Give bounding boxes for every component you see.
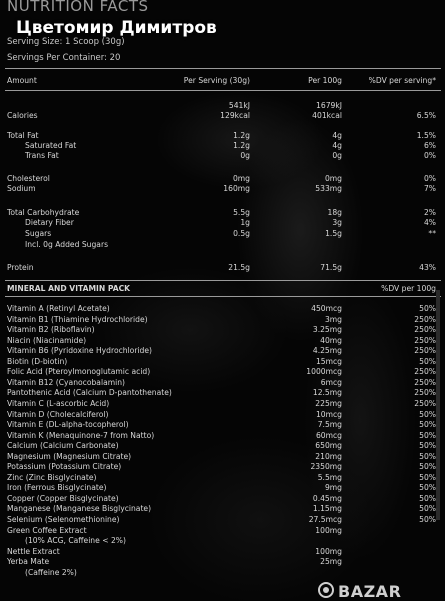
vitamin-label: Vitamin E (DL-alpha-tocopherol) [7,420,129,429]
divider [5,280,441,281]
vitamin-amount: 12.5mg [312,388,342,397]
vitamin-amount: 2350mg [310,462,342,471]
vitamin-label: Yerba Mate [7,557,50,566]
nutrient-dv: 6.5% [416,111,436,120]
vitamin-dv: 50% [419,441,436,450]
vitamin-amount: 9mg [324,483,342,492]
vitamin-dv: 50% [419,304,436,313]
vitamin-label: Pantothenic Acid (Calcium D-pantothenate) [7,388,172,397]
vitamin-dv: 50% [419,504,436,513]
vitamin-amount: 7.5mg [317,420,342,429]
bazar-logo-icon [318,582,334,598]
vitamin-amount: 15mcg [315,357,342,366]
vitamin-label: Vitamin K (Menaquinone-7 from Natto) [7,431,155,440]
vitamin-label: Vitamin D (Cholecalciferol) [7,410,109,419]
nutrient-per-100g: 4g [332,131,342,140]
vitamin-amount: 650mg [315,441,342,450]
vitamin-amount: 60mcg [315,431,342,440]
nutrient-dv: 43% [419,263,436,272]
vitamin-dv: 50% [419,462,436,471]
nutrient-per-serving: 541kJ [228,101,250,110]
vitamin-dv: 250% [414,325,436,334]
nutrient-label: Total Fat [7,131,39,140]
vitamin-dv: 250% [414,388,436,397]
vitamin-amount: 10mcg [315,410,342,419]
nutrient-per-100g: 533mg [315,184,342,193]
vitamin-dv: 50% [419,473,436,482]
vitamin-amount: 3.25mg [312,325,342,334]
nutrient-dv: ** [428,229,436,238]
nutrient-dv: 4% [423,218,436,227]
nutrition-facts-title: NUTRITION FACTS [7,0,149,15]
vitamin-label: Vitamin B2 (Riboflavin) [7,325,95,334]
nutrient-per-serving: 5.5g [233,208,250,217]
column-header-per-100g: Per 100g [308,76,342,85]
nutrient-label: Dietary Fiber [25,218,74,227]
nutrient-per-serving: 21.5g [228,263,250,272]
vitamin-label: Manganese (Manganese Bisglycinate) [7,504,152,513]
nutrient-per-serving: 0g [240,151,250,160]
vitamin-amount: 27.5mcg [308,515,342,524]
vitamin-label: (Caffeine 2%) [25,568,77,577]
vitamin-label: Biotin (D-biotin) [7,357,68,366]
nutrient-label: Total Carbohydrate [7,208,80,217]
vitamin-label: Vitamin B1 (Thiamine Hydrochloride) [7,315,148,324]
nutrient-per-serving: 160mg [223,184,250,193]
nutrient-label: Cholesterol [7,174,50,183]
nutrient-per-100g: 0mg [324,174,342,183]
vitamin-dv: 250% [414,378,436,387]
nutrient-per-serving: 0mg [232,174,250,183]
vitamin-amount: 25mg [320,557,342,566]
vitamin-dv: 250% [414,336,436,345]
nutrient-per-100g: 18g [327,208,342,217]
vitamin-dv: 50% [419,431,436,440]
nutrient-per-100g: 0g [332,151,342,160]
vitamin-amount: 225mg [315,399,342,408]
nutrient-per-serving: 129kcal [220,111,250,120]
nutrient-per-100g: 71.5g [320,263,342,272]
column-header-amount: Amount [7,76,37,85]
nutrient-dv: 1.5% [416,131,436,140]
vitamin-dv: 50% [419,357,436,366]
seller-name[interactable]: Цветомир Димитров [16,18,217,38]
vitamin-label: Niacin (Niacinamide) [7,336,87,345]
nutrient-label: Trans Fat [25,151,59,160]
nutrient-dv: 2% [423,208,436,217]
nutrient-per-100g: 3g [332,218,342,227]
nutrient-per-serving: 1.2g [233,141,250,150]
vitamin-label: Calcium (Calcium Carbonate) [7,441,119,450]
vitamin-label: Vitamin C (L-ascorbic Acid) [7,399,110,408]
vitamin-label: Folic Acid (Pteroylmonoglutamic acid) [7,367,151,376]
nutrient-per-serving: 1g [240,218,250,227]
vitamin-label: Nettle Extract [7,547,60,556]
vitamin-dv: 250% [414,346,436,355]
vitamin-dv: 50% [419,452,436,461]
vitamin-label: Zinc (Zinc Bisglycinate) [7,473,97,482]
vitamin-label: Potassium (Potassium Citrate) [7,462,122,471]
vitamin-dv: 250% [414,399,436,408]
servings-per-container: Servings Per Container: 20 [7,53,121,63]
divider [5,90,441,91]
vitamin-dv: 250% [414,367,436,376]
vitamin-dv: 50% [419,410,436,419]
nutrient-per-100g: 1.5g [325,229,342,238]
nutrient-label: Sodium [7,184,36,193]
serving-size: Serving Size: 1 Scoop (30g) [7,37,125,47]
vitamin-dv: 50% [419,483,436,492]
nutrient-dv: 0% [423,174,436,183]
vitamin-label: Copper (Copper Bisglycinate) [7,494,119,503]
vitamin-amount: 0.45mg [312,494,342,503]
divider [5,68,441,69]
vitamin-label: (10% ACG, Caffeine < 2%) [25,536,126,545]
bazar-watermark: BAZAR [338,582,402,601]
vitamin-amount: 4.25mg [312,346,342,355]
nutrient-dv: 6% [423,141,436,150]
vitamin-pack-dv-header: %DV per 100g [381,284,436,293]
nutrient-label: Sugars [25,229,52,238]
vitamin-amount: 5.5mg [317,473,342,482]
vitamin-amount: 1.15mg [312,504,342,513]
vitamin-amount: 3mg [324,315,342,324]
nutrient-label: Calories [7,111,38,120]
column-header-dv: %DV per serving* [368,76,436,85]
vitamin-amount: 210mg [315,452,342,461]
vitamin-amount: 100mg [315,526,342,535]
nutrient-label: Saturated Fat [25,141,77,150]
vitamin-amount: 100mg [315,547,342,556]
scrollbar[interactable] [436,290,440,520]
vitamin-label: Vitamin B12 (Cyanocobalamin) [7,378,125,387]
nutrient-per-serving: 0.5g [233,229,250,238]
vitamin-label: Magnesium (Magnesium Citrate) [7,452,132,461]
vitamin-label: Vitamin A (Retinyl Acetate) [7,304,110,313]
vitamin-pack-title: MINERAL AND VITAMIN PACK [7,284,131,293]
vitamin-dv: 50% [419,420,436,429]
nutrient-per-serving: 1.2g [233,131,250,140]
vitamin-label: Green Coffee Extract [7,526,87,535]
nutrient-per-100g: 4g [332,141,342,150]
vitamin-amount: 40mg [320,336,342,345]
nutrient-dv: 7% [423,184,436,193]
vitamin-label: Iron (Ferrous Bisglycinate) [7,483,107,492]
divider [5,296,441,297]
vitamin-dv: 250% [414,315,436,324]
vitamin-label: Selenium (Selenomethionine) [7,515,120,524]
nutrient-per-100g: 401kcal [312,111,342,120]
nutrient-label: Protein [7,263,34,272]
column-header-per-serving: Per Serving (30g) [183,76,250,85]
nutrient-dv: 0% [423,151,436,160]
vitamin-dv: 50% [419,515,436,524]
nutrient-per-100g: 1679kJ [316,101,342,110]
vitamin-amount: 450mcg [311,304,342,313]
vitamin-label: Vitamin B6 (Pyridoxine Hydrochloride) [7,346,153,355]
vitamin-amount: 1000mcg [306,367,342,376]
vitamin-dv: 50% [419,494,436,503]
nutrient-label: Incl. 0g Added Sugars [25,240,109,249]
vitamin-amount: 6mcg [320,378,342,387]
